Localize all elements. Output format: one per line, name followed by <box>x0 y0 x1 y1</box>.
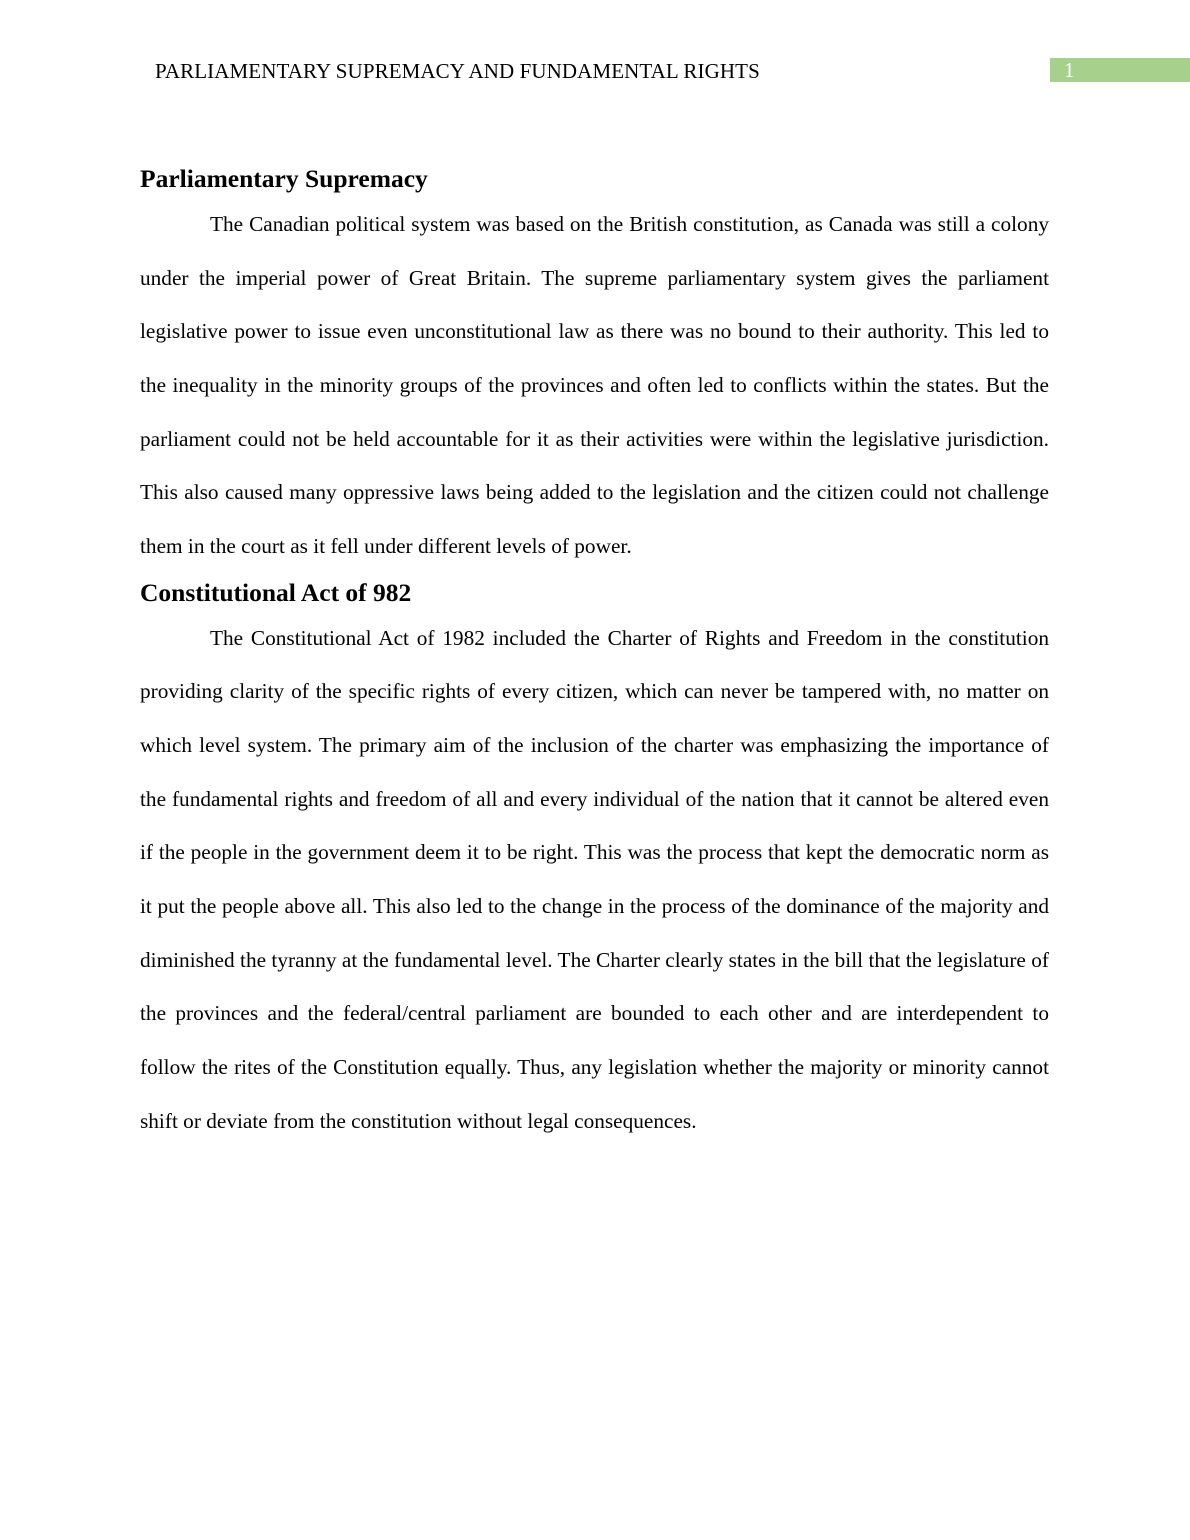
paragraph-constitutional-act: The Constitutional Act of 1982 included the Charter of Rights and Freedom in the constitution providing clarity of the specific rights of every citizen, which can never be tampered with, no matter on which level system. The primary aim of the inclusion of the charter was emphasizing the importance of the fundamental rights and freedom of all and every individual of the nation that it cannot be altered even if the people in the government deem it to be right. This was the process that kept the democratic norm as it put the people above all. This also led to the change in the process of the dominance of the majority and diminished the tyranny at the fundamental level. The Charter clearly states in the bill that the legislature of the provinces and the federal/central parliament are bounded to each other and are interdependent to follow the rites of the Constitution equally. Thus, any legislation whether the majority or minority cannot shift or deviate from the constitution without legal consequences. <box>140 625 1049 1133</box>
paragraph-parliamentary-supremacy: The Canadian political system was based on the British constitution, as Canada was still a colony under the imperial power of Great Britain. The supreme parliamentary system gives the parliament legislative power to issue even unconstitutional law as there was no bound to their authority. This led to the inequality in the minority groups of the provinces and often led to conflicts within the states. But the parliament could not be held accountable for it as their activities were within the legislative jurisdiction. This also caused many oppressive laws being added to the legislation and the citizen could not challenge them in the court as it fell under different levels of power. <box>140 212 1049 558</box>
section-heading-constitutional-act: Constitutional Act of 982 <box>140 577 412 607</box>
page-number: 1 <box>1064 58 1075 82</box>
section-heading-parliamentary-supremacy: Parliamentary Supremacy <box>140 164 428 193</box>
document-body <box>140 160 1049 1148</box>
page-number-box <box>1050 58 1190 82</box>
running-head: PARLIAMENTARY SUPREMACY AND FUNDAMENTAL RIGHTS <box>155 59 760 83</box>
